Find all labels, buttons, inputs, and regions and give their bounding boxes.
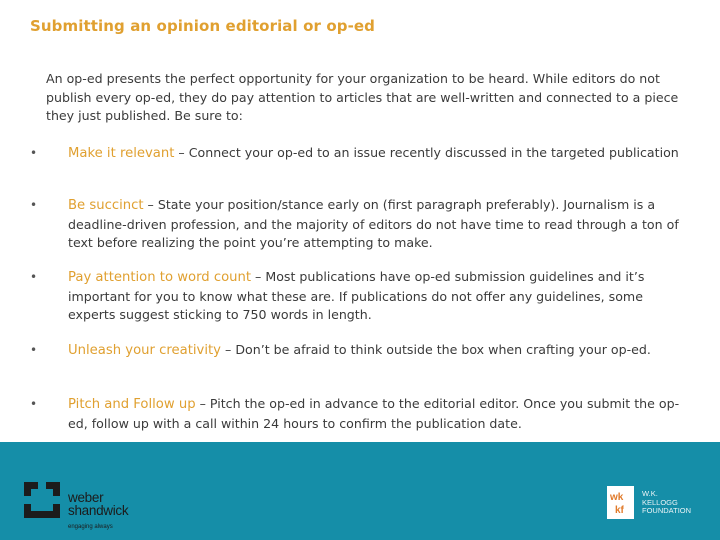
bullet-icon: • (30, 343, 38, 357)
weber-shandwick-tagline: engaging always (68, 524, 113, 530)
kellogg-foundation-wordmark: W.K. KELLOGG FOUNDATION (642, 489, 692, 515)
bullet-body: Pitch the op-ed in advance to the editorial editor. Once you submit the op-ed, follow up with a call within 24 hours to confirm the publication date. (68, 396, 680, 431)
dash-separator: – (251, 269, 266, 284)
bullet-heading: Make it relevant (68, 146, 175, 161)
bullet-icon: • (30, 146, 38, 160)
footer-band (0, 442, 720, 540)
bullet-heading: Pitch and Follow up (68, 397, 196, 412)
bullet-heading: Pay attention to word count (68, 270, 252, 285)
bullet-heading: Unleash your creativity (68, 343, 221, 358)
svg-text:wk: wk (610, 492, 624, 503)
intro-paragraph: An op-ed presents the perfect opportunity for your organization to be heard. While editors do not publish every op-ed, they do pay attention to articles that are well-written and connected to a piece they just published. Be sure to: (46, 71, 679, 123)
page-title: Submitting an opinion editorial or op-ed (30, 17, 376, 35)
bullet-icon: • (30, 198, 38, 212)
bullet-icon: • (30, 270, 38, 284)
svg-text:kf: kf (615, 505, 624, 516)
kellogg-foundation-logo-icon (607, 486, 634, 519)
dash-separator: – (174, 145, 189, 160)
bullet-body: State your position/stance early on (first paragraph preferably). Journalism is a deadline-driven profession, and the majority of editors do not have time to read through a ton of text before realizing the point you’re attempting to make. (68, 197, 679, 250)
bullet-body: Most publications have op-ed submission guidelines and it’s important for you to know what these are. If publications do not offer any guidelines, some experts suggest sticking to 750 words in length. (68, 269, 645, 322)
bullet-body: Connect your op-ed to an issue recently discussed in the targeted publication (188, 145, 679, 160)
weber-shandwick-logo-icon (24, 482, 60, 518)
dash-separator: – (143, 197, 158, 212)
dash-separator: – (221, 342, 236, 357)
bullet-icon: • (30, 397, 38, 411)
weber-shandwick-wordmark: weber shandwick (68, 490, 129, 518)
bullet-body: Don’t be afraid to think outside the box when crafting your op-ed. (235, 342, 651, 357)
dash-separator: – (195, 396, 210, 411)
bullet-heading: Be succinct (68, 198, 144, 213)
